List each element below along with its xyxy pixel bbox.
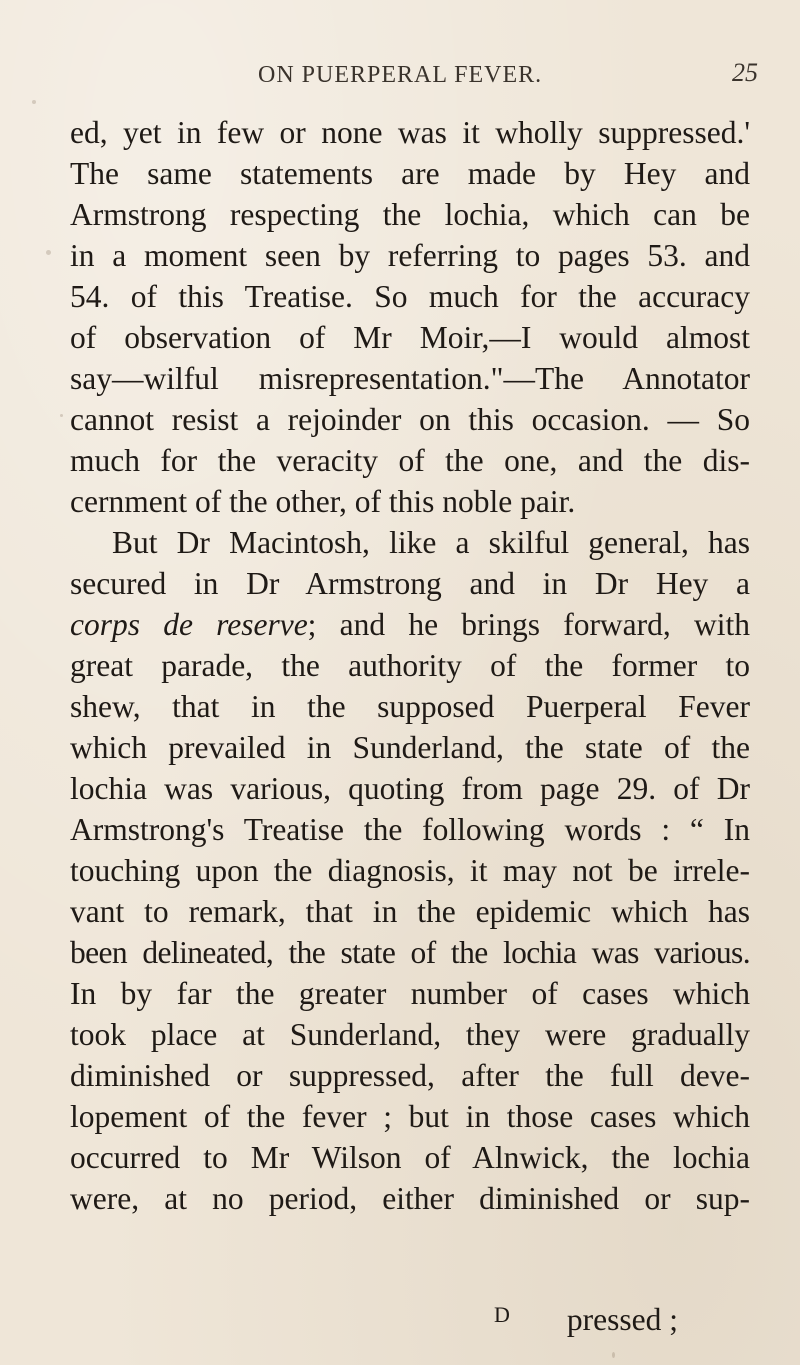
- paper-speck: [46, 250, 51, 255]
- text-line: The same statements are made by Hey and: [70, 156, 750, 191]
- paper-speck: [32, 100, 36, 104]
- text-line: cannot resist a rejoinder on this occasion. — So: [70, 402, 750, 437]
- text-line: were, at no period, either diminished or sup-: [70, 1181, 750, 1216]
- paper-speck: [612, 1352, 615, 1358]
- text-line: Armstrong respecting the lochia, which can be: [70, 197, 750, 232]
- text-line: touching upon the diagnosis, it may not be irrele-: [70, 853, 750, 888]
- text-line: vant to remark, that in the epidemic which has: [70, 894, 750, 929]
- body-text: [70, 112, 750, 1219]
- text-line: In by far the greater number of cases which: [70, 976, 750, 1011]
- page-number: 25: [732, 58, 758, 87]
- text-line: cernment of the other, of this noble pair.: [70, 484, 576, 519]
- text-line: which prevailed in Sunderland, the state of the: [70, 730, 750, 765]
- text-line: lochia was various, quoting from page 29. of Dr: [70, 771, 750, 806]
- signature-mark: D: [494, 1302, 511, 1327]
- text-line: shew, that in the supposed Puerperal Fever: [70, 689, 750, 724]
- running-head: ON PUERPERAL FEVER.: [258, 62, 543, 88]
- catchword: pressed ;: [566, 1302, 678, 1337]
- text-line: in a moment seen by referring to pages 53. and: [70, 238, 750, 273]
- italic-phrase: corps de reserve: [70, 607, 308, 642]
- text-line: Armstrong's Treatise the following words : “ In: [70, 812, 750, 847]
- page-footer: [70, 1302, 750, 1343]
- paper-speck: [60, 414, 63, 417]
- text-line: diminished or suppressed, after the full deve-: [70, 1058, 750, 1093]
- text-line-italic-lead: [70, 604, 750, 645]
- text-line: 54. of this Treatise. So much for the accuracy: [70, 279, 750, 314]
- text-line: occurred to Mr Wilson of Alnwick, the lochia: [70, 1140, 750, 1175]
- text-line: great parade, the authority of the former to: [70, 648, 750, 683]
- text-line: took place at Sunderland, they were gradually: [70, 1017, 750, 1052]
- text-line: of observation of Mr Moir,—I would almost: [70, 320, 750, 355]
- text-line: much for the veracity of the one, and the dis-: [70, 443, 750, 478]
- text-line: secured in Dr Armstrong and in Dr Hey a: [70, 566, 750, 601]
- text-line: been delineated, the state of the lochia was various.: [70, 935, 750, 970]
- text-line: lopement of the fever ; but in those cases which: [70, 1099, 750, 1134]
- text-line: ed, yet in few or none was it wholly suppressed.': [70, 115, 750, 150]
- text-line: say—wilful misrepresentation."—The Annotator: [70, 361, 750, 396]
- text-line: But Dr Macintosh, like a skilful general, has: [112, 525, 750, 560]
- line-rest: ; and he brings forward, with: [307, 607, 750, 642]
